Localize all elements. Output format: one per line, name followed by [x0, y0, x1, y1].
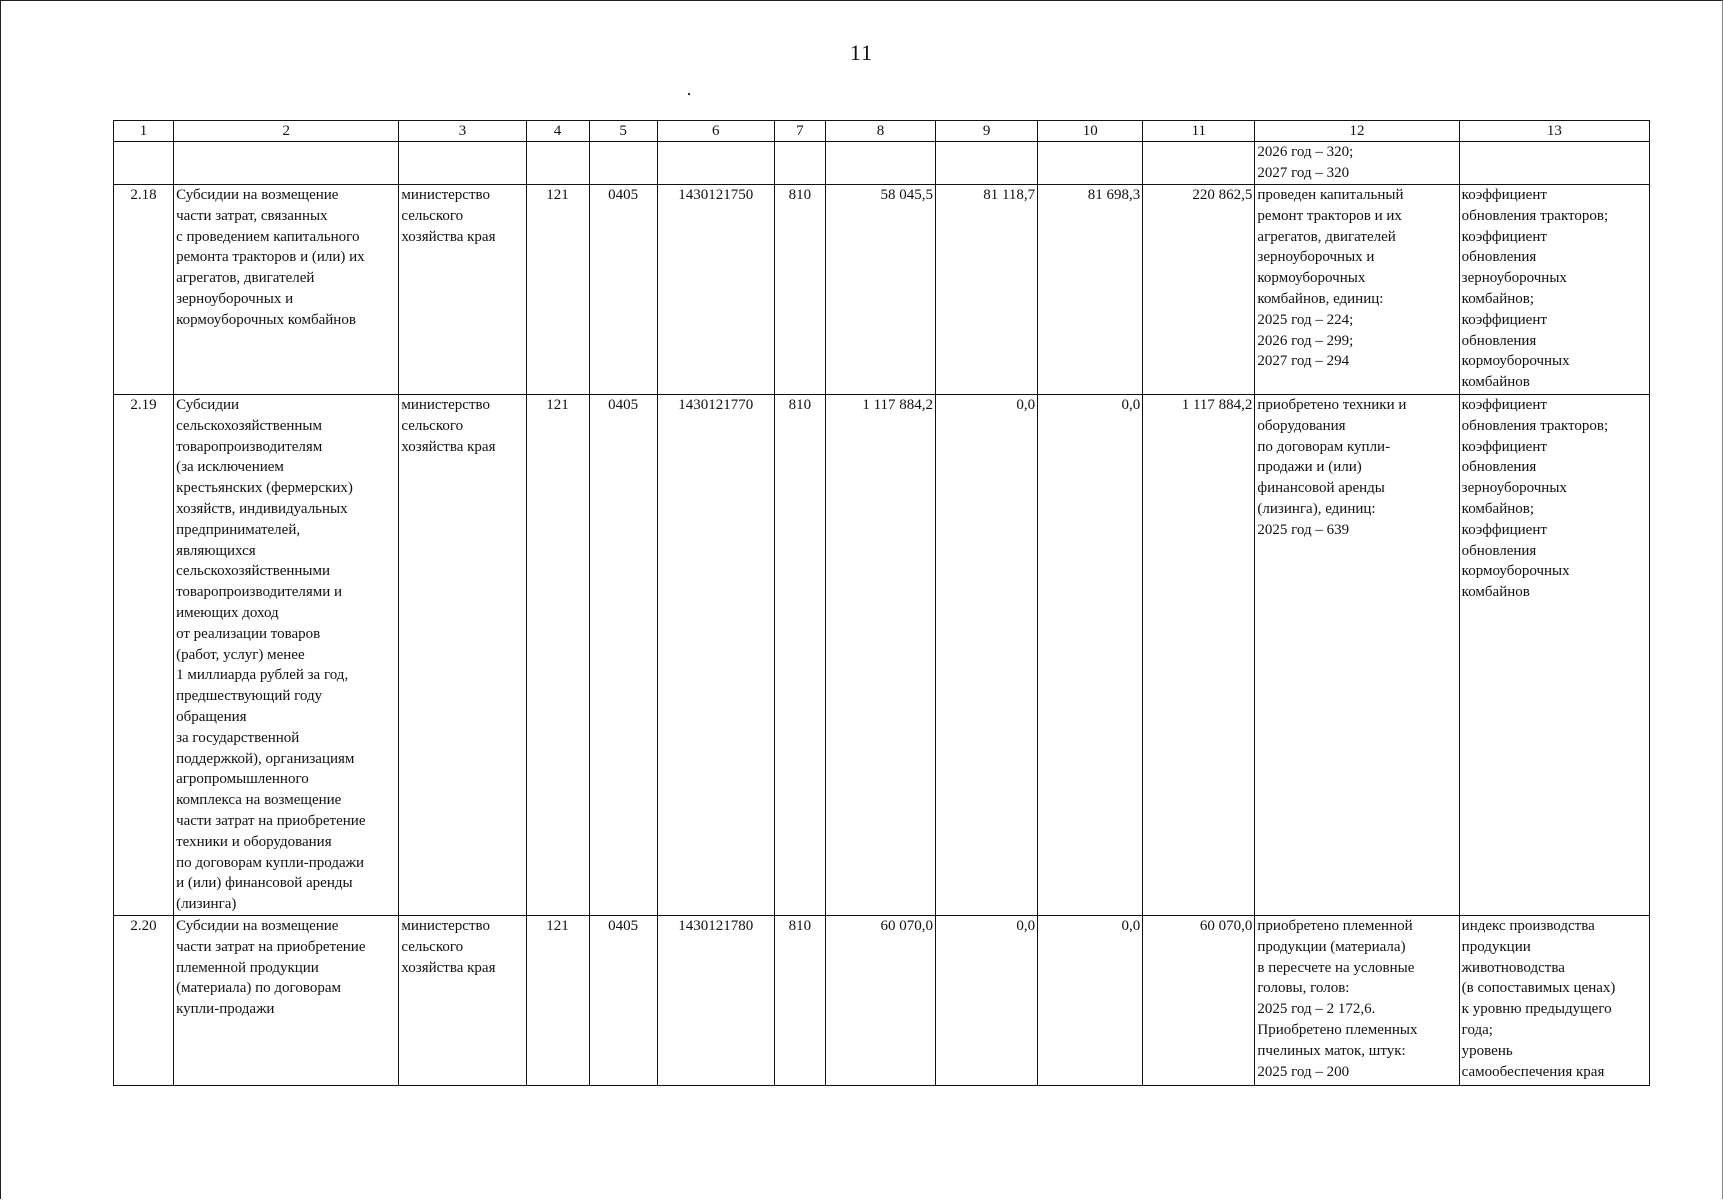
header-cell: 6	[657, 121, 774, 142]
table-row	[114, 395, 1650, 916]
amount-cell: 58 045,5	[825, 185, 935, 395]
header-row	[114, 121, 1650, 142]
executor-cell: министерство сельского хозяйства края	[399, 185, 526, 395]
table-cell	[825, 142, 935, 185]
header-cell: 2	[174, 121, 399, 142]
indicator-cell: коэффициент обновления тракторов; коэффициент обновления зерноуборочных комбайнов; коэффициент обновления кормоуборочных комбайнов	[1459, 185, 1649, 395]
measure-name-cell: Субсидии сельскохозяйственным товаропроизводителям (за исключением крестьянских (фермерских) хозяйств, индивидуальных предпринимателей, являющихся сельскохозяйственными товаропроизводителями и имеющих доход от реализации товаров (работ, услуг) менее 1 миллиарда рублей за год, предшествующий году обращения за государственной поддержкой), организациям агропромышленного комплекса на возмещение части затрат на приобретение техники и оборудования по договорам купли-продажи и (или) финансовой аренды (лизинга)	[174, 395, 399, 916]
code-cell: 810	[774, 916, 825, 1086]
continuation-row	[114, 142, 1650, 185]
code-cell: 0405	[589, 395, 657, 916]
code-cell: 1430121780	[657, 916, 774, 1086]
table-cell	[774, 142, 825, 185]
header-cell: 5	[589, 121, 657, 142]
header-cell: 13	[1459, 121, 1649, 142]
row-number-cell: 2.20	[114, 916, 174, 1086]
table-cell	[399, 142, 526, 185]
header-cell: 7	[774, 121, 825, 142]
table-cell	[1143, 142, 1255, 185]
amount-cell: 1 117 884,2	[825, 395, 935, 916]
result-cell: приобретено техники и оборудования по договорам купли- продажи и (или) финансовой аренды (лизинга), единиц: 2025 год – 639	[1255, 395, 1459, 916]
table-cell	[1038, 142, 1143, 185]
code-cell: 810	[774, 185, 825, 395]
page-number: 11	[849, 40, 874, 65]
code-cell: 0405	[589, 916, 657, 1086]
code-cell: 1430121750	[657, 185, 774, 395]
amount-cell: 81 118,7	[936, 185, 1038, 395]
measure-name-cell: Субсидии на возмещение части затрат, связанных с проведением капитального ремонта тракторов и (или) их агрегатов, двигателей зерноуборочных и кормоуборочных комбайнов	[174, 185, 399, 395]
table-cell	[174, 142, 399, 185]
table-row	[114, 185, 1650, 395]
budget-table	[113, 120, 1650, 1086]
result-cell: проведен капитальный ремонт тракторов и их агрегатов, двигателей зерноуборочных и кормоуборочных комбайнов, единиц: 2025 год – 224; 2026 год – 299; 2027 год – 294	[1255, 185, 1459, 395]
code-cell: 1430121770	[657, 395, 774, 916]
row-number-cell: 2.19	[114, 395, 174, 916]
table-cell	[1459, 142, 1649, 185]
table-cell	[657, 142, 774, 185]
header-cell: 4	[526, 121, 589, 142]
header-cell: 10	[1038, 121, 1143, 142]
header-cell: 12	[1255, 121, 1459, 142]
result-cell: 2026 год – 320; 2027 год – 320	[1255, 142, 1459, 185]
code-cell: 121	[526, 395, 589, 916]
executor-cell: министерство сельского хозяйства края	[399, 916, 526, 1086]
header-cell: 8	[825, 121, 935, 142]
scan-dot	[688, 93, 690, 95]
amount-cell: 81 698,3	[1038, 185, 1143, 395]
result-cell: приобретено племенной продукции (материала) в пересчете на условные головы, голов: 2025 год – 2 172,6. Приобретено племенных пчелиных маток, штук: 2025 год – 200	[1255, 916, 1459, 1086]
total-cell: 1 117 884,2	[1143, 395, 1255, 916]
amount-cell: 0,0	[936, 916, 1038, 1086]
total-cell: 220 862,5	[1143, 185, 1255, 395]
code-cell: 810	[774, 395, 825, 916]
amount-cell: 60 070,0	[825, 916, 935, 1086]
table-cell	[114, 142, 174, 185]
indicator-cell: индекс производства продукции животноводства (в сопоставимых ценах) к уровню предыдущего года; уровень самообеспечения края	[1459, 916, 1649, 1086]
amount-cell: 0,0	[1038, 916, 1143, 1086]
table-row	[114, 916, 1650, 1086]
total-cell: 60 070,0	[1143, 916, 1255, 1086]
amount-cell: 0,0	[1038, 395, 1143, 916]
code-cell: 121	[526, 185, 589, 395]
code-cell: 121	[526, 916, 589, 1086]
measure-name-cell: Субсидии на возмещение части затрат на приобретение племенной продукции (материала) по договорам купли-продажи	[174, 916, 399, 1086]
table-cell	[589, 142, 657, 185]
header-cell: 3	[399, 121, 526, 142]
header-cell: 9	[936, 121, 1038, 142]
indicator-cell: коэффициент обновления тракторов; коэффициент обновления зерноуборочных комбайнов; коэффициент обновления кормоуборочных комбайнов	[1459, 395, 1649, 916]
header-cell: 1	[114, 121, 174, 142]
amount-cell: 0,0	[936, 395, 1038, 916]
table-cell	[526, 142, 589, 185]
executor-cell: министерство сельского хозяйства края	[399, 395, 526, 916]
header-cell: 11	[1143, 121, 1255, 142]
row-number-cell: 2.18	[114, 185, 174, 395]
table-cell	[936, 142, 1038, 185]
code-cell: 0405	[589, 185, 657, 395]
